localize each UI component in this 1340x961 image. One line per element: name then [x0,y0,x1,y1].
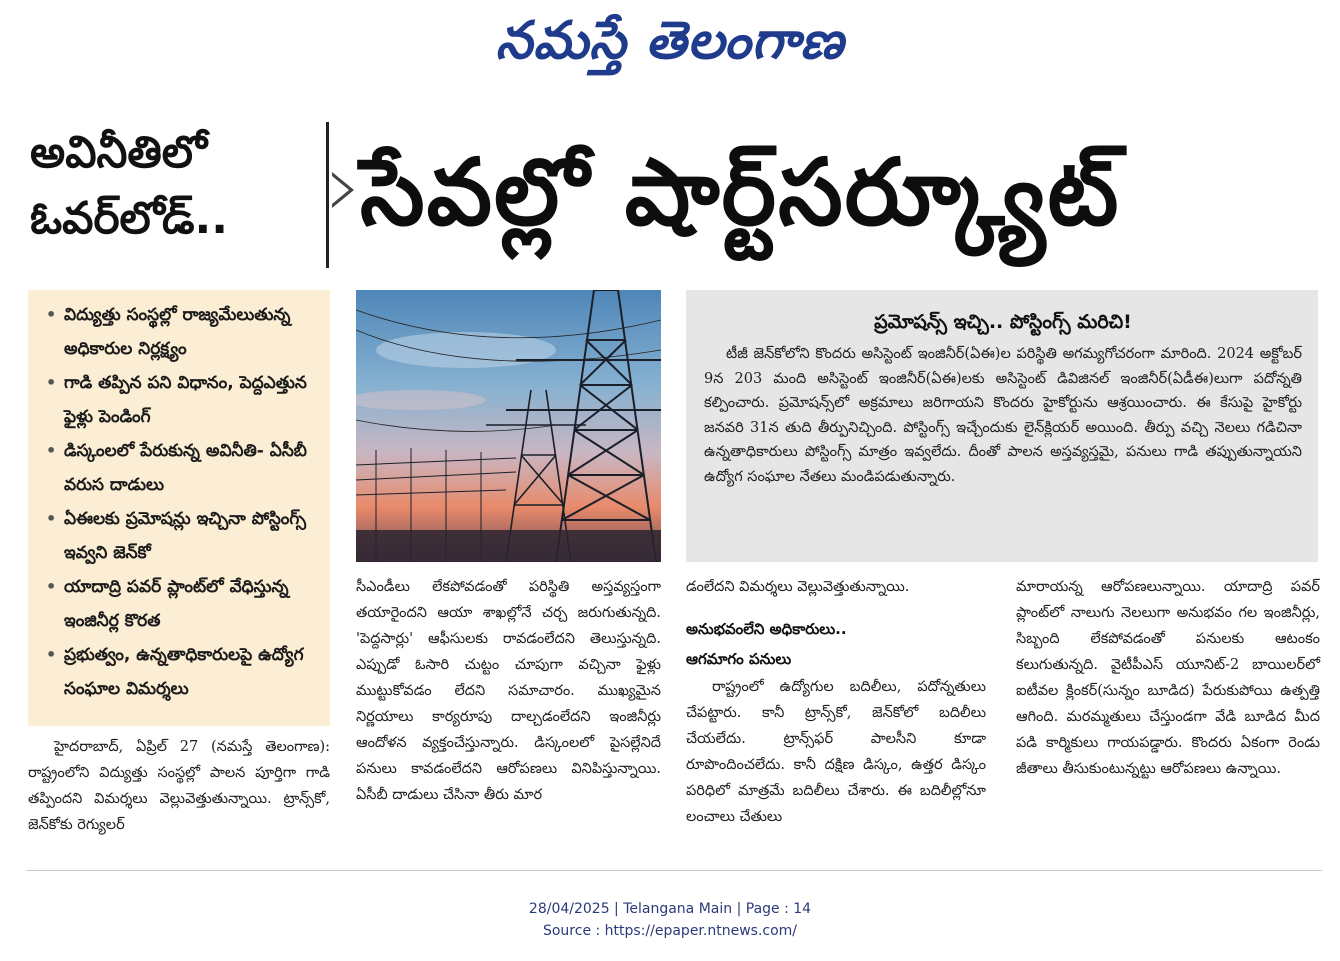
highlight-text: ప్రభుత్వం, ఉన్నతాధికారులపై ఉద్యోగ సంఘాల విమర్శలు [64,645,304,699]
main-headline: సేవల్లో షార్ట్‌సర్క్యూట్‌ [360,139,1121,246]
bullet-icon: • [46,645,57,664]
kicker-line-1: అవినీతిలో [30,127,208,178]
article-paragraph: హైదరాబాద్‌, ఏప్రిల్‌ 27 (నమస్తే తెలంగాణ): రాష్ట్రంలోని విద్యుత్తు సంస్థల్లో పాలన పూర్తిగా గాడి తప్పిందని విమర్శలు వెల్లువెత్తుతున్నాయి. ట్రాన్స్‌కో, జెన్‌కోకు రెగ్యులర్‌ [28,739,330,833]
arrow-icon-inner [332,176,349,204]
bullet-icon: • [46,305,57,324]
highlight-item [42,434,320,502]
sidebar-title: ప్రమోషన్స్‌ ఇచ్చి.. పోస్టింగ్స్‌ మరిచి! [874,311,1132,333]
bullet-icon: • [46,509,57,528]
article-paragraph: రాష్ట్రంలో ఉద్యోగుల బదిలీలు, పదోన్నతులు చేపట్టారు. కానీ ట్రాన్స్‌కో, జెన్‌కోలో బదిలీలు చేయలేదు. ట్రాన్స్‌ఫర్‌ పాలసీని కూడా రూపొందించలేదు. కానీ దక్షిణ డిస్కం, ఉత్తర డిస్కం పరిధిలో మాత్రమే బదిలీలు చేశారు. ఈ బదిలీల్లోనూ లంచాలు చేతులు [686,679,986,825]
article-column-1 [28,734,330,838]
highlight-text: ఏఈలకు ప్రమోషన్లు ఇచ్చినా పోస్టింగ్స్‌ ఇవ్వని జెన్‌కో [64,509,307,563]
sidebar-box [686,290,1318,562]
transmission-tower-photo [356,290,661,562]
bullet-icon: • [46,441,57,460]
highlight-text: డిస్కంలలో పేరుకున్న అవినీతి- ఏసీబీ వరుస దాడులు [64,441,307,495]
highlights-box [28,290,330,726]
highlight-item [42,570,320,638]
kicker-line-2: ఓవర్‌లోడ్‌.. [30,193,228,244]
highlight-text: విద్యుత్తు సంస్థల్లో రాజ్యమేలుతున్న అధికారుల నిర్లక్ష్యం [64,305,291,359]
newspaper-masthead: నమస్తే తెలంగాణ [495,11,845,71]
highlight-item [42,502,320,570]
footer-source: Source : https://epaper.ntnews.com/ [542,923,798,939]
subheading: ఆగమాగం పనులు [686,650,792,668]
highlight-item [42,638,320,706]
article-column-3 [686,574,986,830]
highlight-text: యాదాద్రి పవర్‌ ప్లాంట్‌లో వేధిస్తున్న ఇంజినీర్ల కొరత [64,577,289,631]
bullet-icon: • [46,373,57,392]
headline-kicker [30,120,320,252]
footer-dateline: 28/04/2025 | Telangana Main | Page : 14 [528,901,812,917]
article-paragraph: డంలేదని విమర్శలు వెల్లువెత్తుతున్నాయి. [686,579,910,595]
footer-divider [26,870,1322,871]
sidebar-body: టీజీ జెన్‌కోలోని కొందరు అసిస్టెంట్‌ ఇంజినీర్‌(ఏఈ)ల పరిస్థితి అగమ్యగోచరంగా మారింది. 2024 అక్టోబర్‌ 9న 203 మంది అసిస్టెంట్‌ ఇంజినీర్‌(ఏఈ)లకు అసిస్టెంట్‌ డివిజినల్‌ ఇంజినీర్‌(ఏడీఈ)లుగా పదోన్నతి కల్పించారు. ప్రమోషన్స్‌లో అక్రమాలు జరిగాయని కొందరు హైకోర్టును ఆశ్రయించారు. ఈ కేసుపై హైకోర్టు జనవరి 31న తుది తీర్పునిచ్చింది. పోస్టింగ్స్‌ ఇచ్చేందుకు లైన్‌క్లియర్‌ అయింది. తీర్పు వచ్చి నెలలు గడిచినా ఉన్నతాధికారులు పోస్టింగ్స్‌ మాత్రం ఇవ్వలేదు. దీంతో పాలన అస్తవ్యస్తమై, పనులు గాడి తప్పుతున్నాయని ఉద్యోగ సంఘాల నేతలు మండిపడుతున్నారు. [704,346,1302,485]
subheading: అనుభవంలేని అధికారులు.. [686,620,847,638]
article-column-4 [1016,574,1320,782]
highlight-item [42,298,320,366]
headline-divider [326,122,329,268]
article-paragraph: మారాయన్న ఆరోపణలున్నాయి. యాదాద్రి పవర్‌ ప్లాంట్‌లో నాలుగు నెలలుగా అనుభవం గల ఇంజినీర్లు, సిబ్బంది లేకపోవడంతో పనులకు ఆటంకం కలుగుతున్నది. వైటీపీఎస్‌ యూనిట్‌-2 బాయిలర్‌లో ఐటీవల క్లింకర్‌(సున్నం బూడిద) పేరుకుపోయి ఉత్పత్తి ఆగింది. మరమ్మతులు చేస్తుండగా వేడి బూడిద మీద పడి కార్మికులు గాయపడ్డారు. కొందరు ఏకంగా రెండు జీతాలు తీసుకుంటున్నట్టు ఆరోపణలు ఉన్నాయి. [1016,579,1320,777]
highlight-text: గాడి తప్పిన పని విధానం, పెద్దఎత్తున ఫైళ్లు పెండింగ్‌ [64,373,307,427]
highlights-list [42,298,320,706]
highlight-item [42,366,320,434]
article-paragraph: సీఎండీలు లేకపోవడంతో పరిస్థితి అస్తవ్యస్తంగా తయారైందని ఆయా శాఖల్లోనే చర్చ జరుగుతున్నది. 'పెద్దసార్లు' ఆఫీసులకు రావడంలేదని తెలుస్తున్నది. ఎప్పుడో ఓసారి చుట్టం చూపుగా వచ్చినా ఫైళ్లు ముట్టుకోవడం లేదని సమాచారం. ముఖ్యమైన నిర్ణయాలు కార్యరూపు దాల్చడంలేదని ఇంజినీర్లు ఆందోళన వ్యక్తంచేస్తున్నారు. డిస్కంలలో పైసల్లేనిదే పనులు కావడంలేదని ఆరోపణలు వినిపిస్తున్నాయి. ఏసీబీ దాడులు చేసినా తీరు మార [356,579,661,803]
bullet-icon: • [46,577,57,596]
article-column-2 [356,574,661,808]
